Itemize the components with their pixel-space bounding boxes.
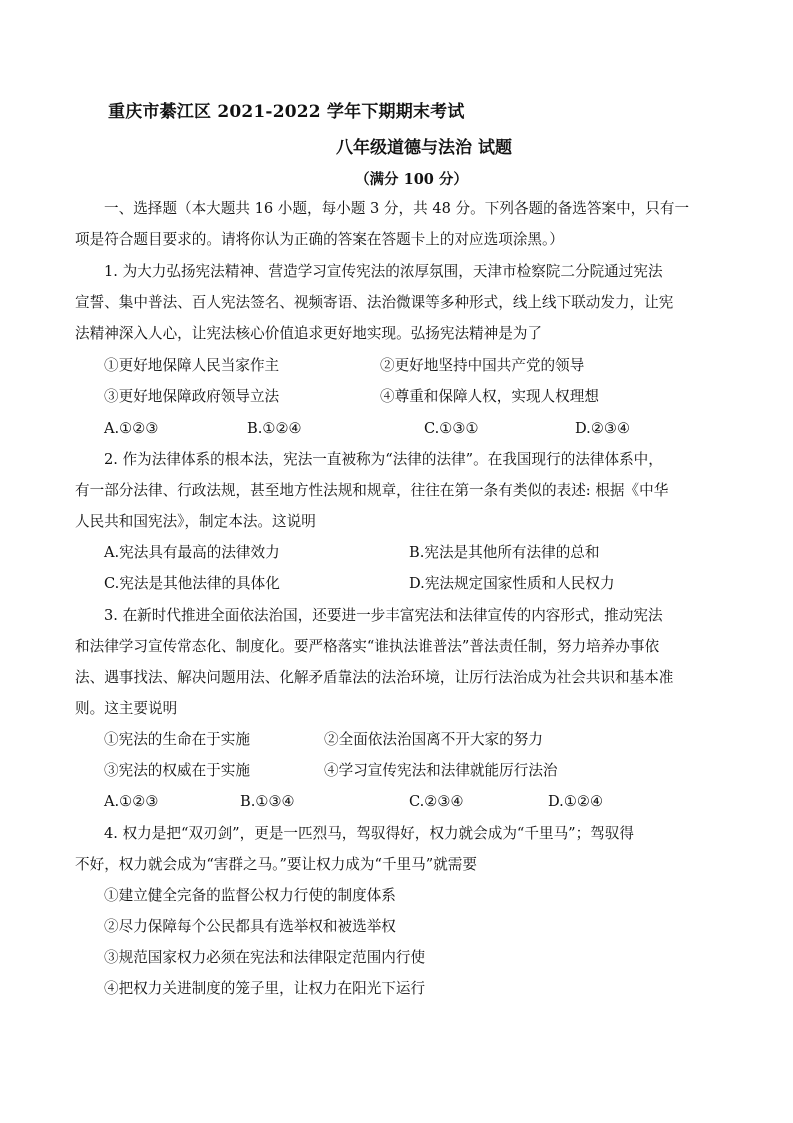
- question-2-text: 人民共和国宪法》，制定本法。这说明: [75, 513, 316, 530]
- q1-statement-2: ②更好地坚持中国共产党的领导: [380, 357, 585, 374]
- question-1-text: 1. 为大力弘扬宪法精神、营造学习宣传宪法的浓厚氛围，天津市检察院二分院通过宪法: [104, 263, 663, 280]
- q4-statement-4: ④把权力关进制度的笼子里，让权力在阳光下运行: [104, 980, 426, 997]
- q1-option-a: A.①②③: [104, 420, 159, 437]
- question-3-text: 和法律学习宣传常态化、制度化。要严格落实“谁执法谁普法”普法责任制，努力培养办事依: [75, 638, 660, 655]
- q1-option-c: C.①③①: [424, 420, 479, 437]
- q3-option-a: A.①②③: [104, 793, 159, 810]
- q3-statement-3: ③宪法的权威在于实施: [104, 762, 250, 779]
- q2-option-b: B.宪法是其他所有法律的总和: [409, 544, 600, 561]
- question-1-text: 法精神深入人心，让宪法核心价值追求更好地实现。弘扬宪法精神是为了: [75, 325, 543, 342]
- question-3-text: 3. 在新时代推进全面依法治国，还要进一步丰富宪法和法律宣传的内容形式，推动宪法: [104, 607, 663, 624]
- q4-statement-3: ③规范国家权力必须在宪法和法律限定范围内行使: [104, 949, 426, 966]
- question-4-text: 4. 权力是把“双刃剑”，更是一匹烈马，驾驭得好，权力就会成为“千里马”；驾驭得: [104, 825, 635, 842]
- question-4-text: 不好，权力就会成为“害群之马。”要让权力成为“千里马”就需要: [75, 856, 477, 873]
- q2-option-c: C.宪法是其他法律的具体化: [104, 575, 280, 592]
- q2-option-a: A.宪法具有最高的法律效力: [104, 544, 280, 561]
- q4-statement-1: ①建立健全完备的监督公权力行使的制度体系: [104, 887, 396, 904]
- full-score-note: （满分 100 分）: [355, 171, 468, 188]
- section-intro-line: 一、选择题（本大题共 16 小题，每小题 3 分，共 48 分。下列各题的备选答案中，只有一: [104, 200, 690, 217]
- question-2-text: 2. 作为法律体系的根本法，宪法一直被称为“法律的法律”。在我国现行的法律体系中，: [104, 451, 663, 468]
- question-2-text: 有一部分法律、行政法规，甚至地方性法规和规章，往往在第一条有类似的表述: 根据《中华: [75, 482, 669, 499]
- q3-statement-1: ①宪法的生命在于实施: [104, 731, 250, 748]
- q1-statement-3: ③更好地保障政府领导立法: [104, 388, 280, 405]
- q3-option-d: D.①②④: [548, 793, 604, 810]
- question-3-text: 则。这主要说明: [75, 700, 178, 717]
- q3-statement-4: ④学习宣传宪法和法律就能厉行法治: [324, 762, 558, 779]
- q1-option-d: D.②③④: [575, 420, 631, 437]
- exam-title: 重庆市綦江区 2021-2022 学年下期期末考试: [108, 102, 465, 122]
- q3-option-c: C.②③④: [409, 793, 464, 810]
- question-1-text: 宣誓、集中普法、百人宪法签名、视频寄语、法治微课等多种形式，线上线下联动发力，让宪: [75, 294, 674, 311]
- q4-statement-2: ②尽力保障每个公民都具有选举权和被选举权: [104, 918, 396, 935]
- q1-option-b: B.①②④: [247, 420, 302, 437]
- q1-statement-1: ①更好地保障人民当家作主: [104, 357, 280, 374]
- q2-option-d: D.宪法规定国家性质和人民权力: [409, 575, 615, 592]
- section-intro-line: 项是符合题目要求的。请将你认为正确的答案在答题卡上的对应选项涂黑。）: [75, 231, 564, 248]
- q3-statement-2: ②全面依法治国离不开大家的努力: [324, 731, 543, 748]
- exam-subject-title: 八年级道德与法治 试题: [336, 138, 512, 158]
- question-3-text: 法、遇事找法、解决问题用法、化解矛盾靠法的法治环境，让厉行法治成为社会共识和基本准: [75, 669, 674, 686]
- q3-option-b: B.①③④: [240, 793, 295, 810]
- q1-statement-4: ④尊重和保障人权，实现人权理想: [380, 388, 599, 405]
